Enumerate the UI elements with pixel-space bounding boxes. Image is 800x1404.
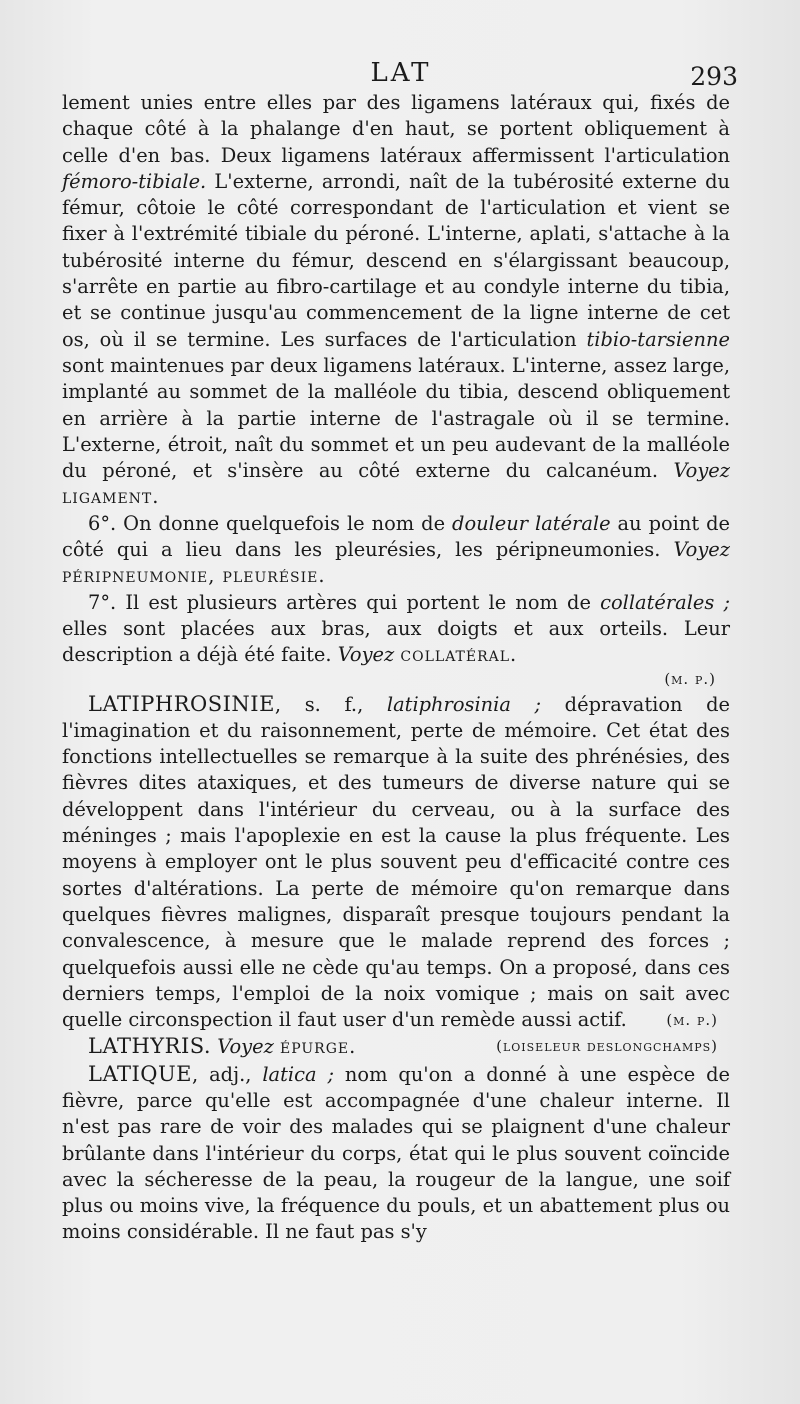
entry-latique — [62, 1061, 730, 1246]
entry-latiphrosinie — [62, 691, 730, 1034]
italic-term: latica ; — [262, 1062, 334, 1086]
paragraph-collaterales — [62, 590, 730, 669]
see-reference-label: Voyez — [673, 538, 730, 562]
paragraph-lateral-ligaments — [62, 90, 730, 511]
text-run: sont maintenues par deux ligamens latéraux. L'interne, assez large, implanté au sommet de la malléole du tibia, descend obliquement en arrière à la partie interne de l'astragale où il se termine. L'externe, étroit, naît du sommet et un peu audevant de la malléole du péroné, et s'insère au côté externe du calcanéum. — [62, 353, 731, 483]
author-signature: (m. p.) — [666, 1011, 718, 1030]
headword: LATIPHROSINIE — [88, 691, 275, 716]
cross-reference: épurge. — [279, 1035, 357, 1059]
text-run: elles sont placées aux bras, aux doigts et aux orteils. Leur description a déjà été faite. — [62, 616, 730, 667]
text-run: 6°. On donne quelquefois le nom de — [88, 511, 453, 535]
see-reference-label: Voyez — [673, 459, 730, 483]
italic-term: douleur latérale — [452, 511, 611, 535]
italic-term: latiphrosinia ; — [386, 692, 542, 716]
page-number: 293 — [690, 62, 738, 91]
cross-reference: péripneumonie, pleurésie. — [62, 564, 326, 588]
page-header — [62, 58, 740, 92]
cross-reference: collatéral. — [400, 643, 518, 667]
italic-term: tibio-tarsienne — [586, 327, 730, 351]
page-body — [62, 90, 730, 1246]
headword: LATHYRIS. — [88, 1034, 212, 1059]
entry-lathyris — [62, 1033, 730, 1060]
author-signature: (m. p.) — [664, 669, 716, 688]
text-run: , s. f., — [274, 692, 387, 716]
headword: LATIQUE — [88, 1061, 193, 1086]
text-run: au point de côté qui a lieu dans les pleurésies, les péripneumonies. — [62, 511, 730, 562]
cross-reference: ligament. — [62, 485, 160, 509]
text-run: 7°. Il est plusieurs artères qui portent le nom de — [88, 590, 601, 614]
italic-term: fémoro-tibiale. — [62, 169, 207, 193]
author-signature: (loiseleur deslongchamps) — [496, 1037, 718, 1056]
text-run: dépravation de l'imagination et du raisonnement, perte de mémoire. Cet état des fonctions intellectuelles se remarque à la suite des phrénésies, des fièvres dites ataxiques, et des tumeurs de diverse nature qui se développent dans l'intérieur du cerveau, ou à la surface des méninges ; mais l'apoplexie en est la cause la plus fréquente. Les moyens à employer ont le plus souvent peu d'efficacité contre ces sortes d'altérations. La perte de mémoire qu'on remarque dans quelques fièvres malignes, disparaît presque toujours pendant la convalescence, à mesure que le malade reprend des forces ; quelquefois aussi elle ne cède qu'au temps. On a proposé, dans ces derniers temps, l'emploi de la noix vomique ; mais on sait avec quelle circonspection il faut user d'un remède aussi actif. — [62, 692, 730, 1032]
italic-term: collatérales ; — [600, 590, 730, 614]
text-run: lement unies entre elles par des ligamens latéraux qui, fixés de chaque côté à la phalange d'en haut, se portent obliquement à celle d'en bas. Deux ligamens latéraux affermissent l'articulation — [62, 91, 730, 167]
text-run: L'externe, arrondi, naît de la tubérosité externe du fémur, côtoie le côté correspondant de l'articulation et vient se fixer à l'extrémité tibiale du péroné. L'interne, aplati, s'attache à la tubérosité interne du fémur, descend en s'élargissant beaucoup, s'arrête en partie au fibro-cartilage et au condyle interne du tibia, et se continue jusqu'au commencement de la ligne interne de cet os, où il se termine. Les surfaces de l'articulation — [62, 169, 730, 351]
text-run: nom qu'on a donné à une espèce de fièvre, parce qu'elle est accompagnée d'une chaleur interne. Il n'est pas rare de voir des malades qui se plaignent d'une chaleur brûlante dans l'intérieur du corps, état qui le plus souvent coïncide avec la sécheresse de la peau, la rougeur de la langue, une soif plus ou moins vive, la fréquence du pouls, et un abattement plus ou moins considérable. Il ne faut pas s'y — [62, 1062, 731, 1244]
text-run: , adj., — [192, 1062, 263, 1086]
paragraph-douleur-laterale — [62, 511, 730, 590]
see-reference-label: Voyez — [337, 643, 395, 667]
see-reference-label: Voyez — [217, 1035, 274, 1059]
running-head: LAT — [370, 58, 432, 88]
